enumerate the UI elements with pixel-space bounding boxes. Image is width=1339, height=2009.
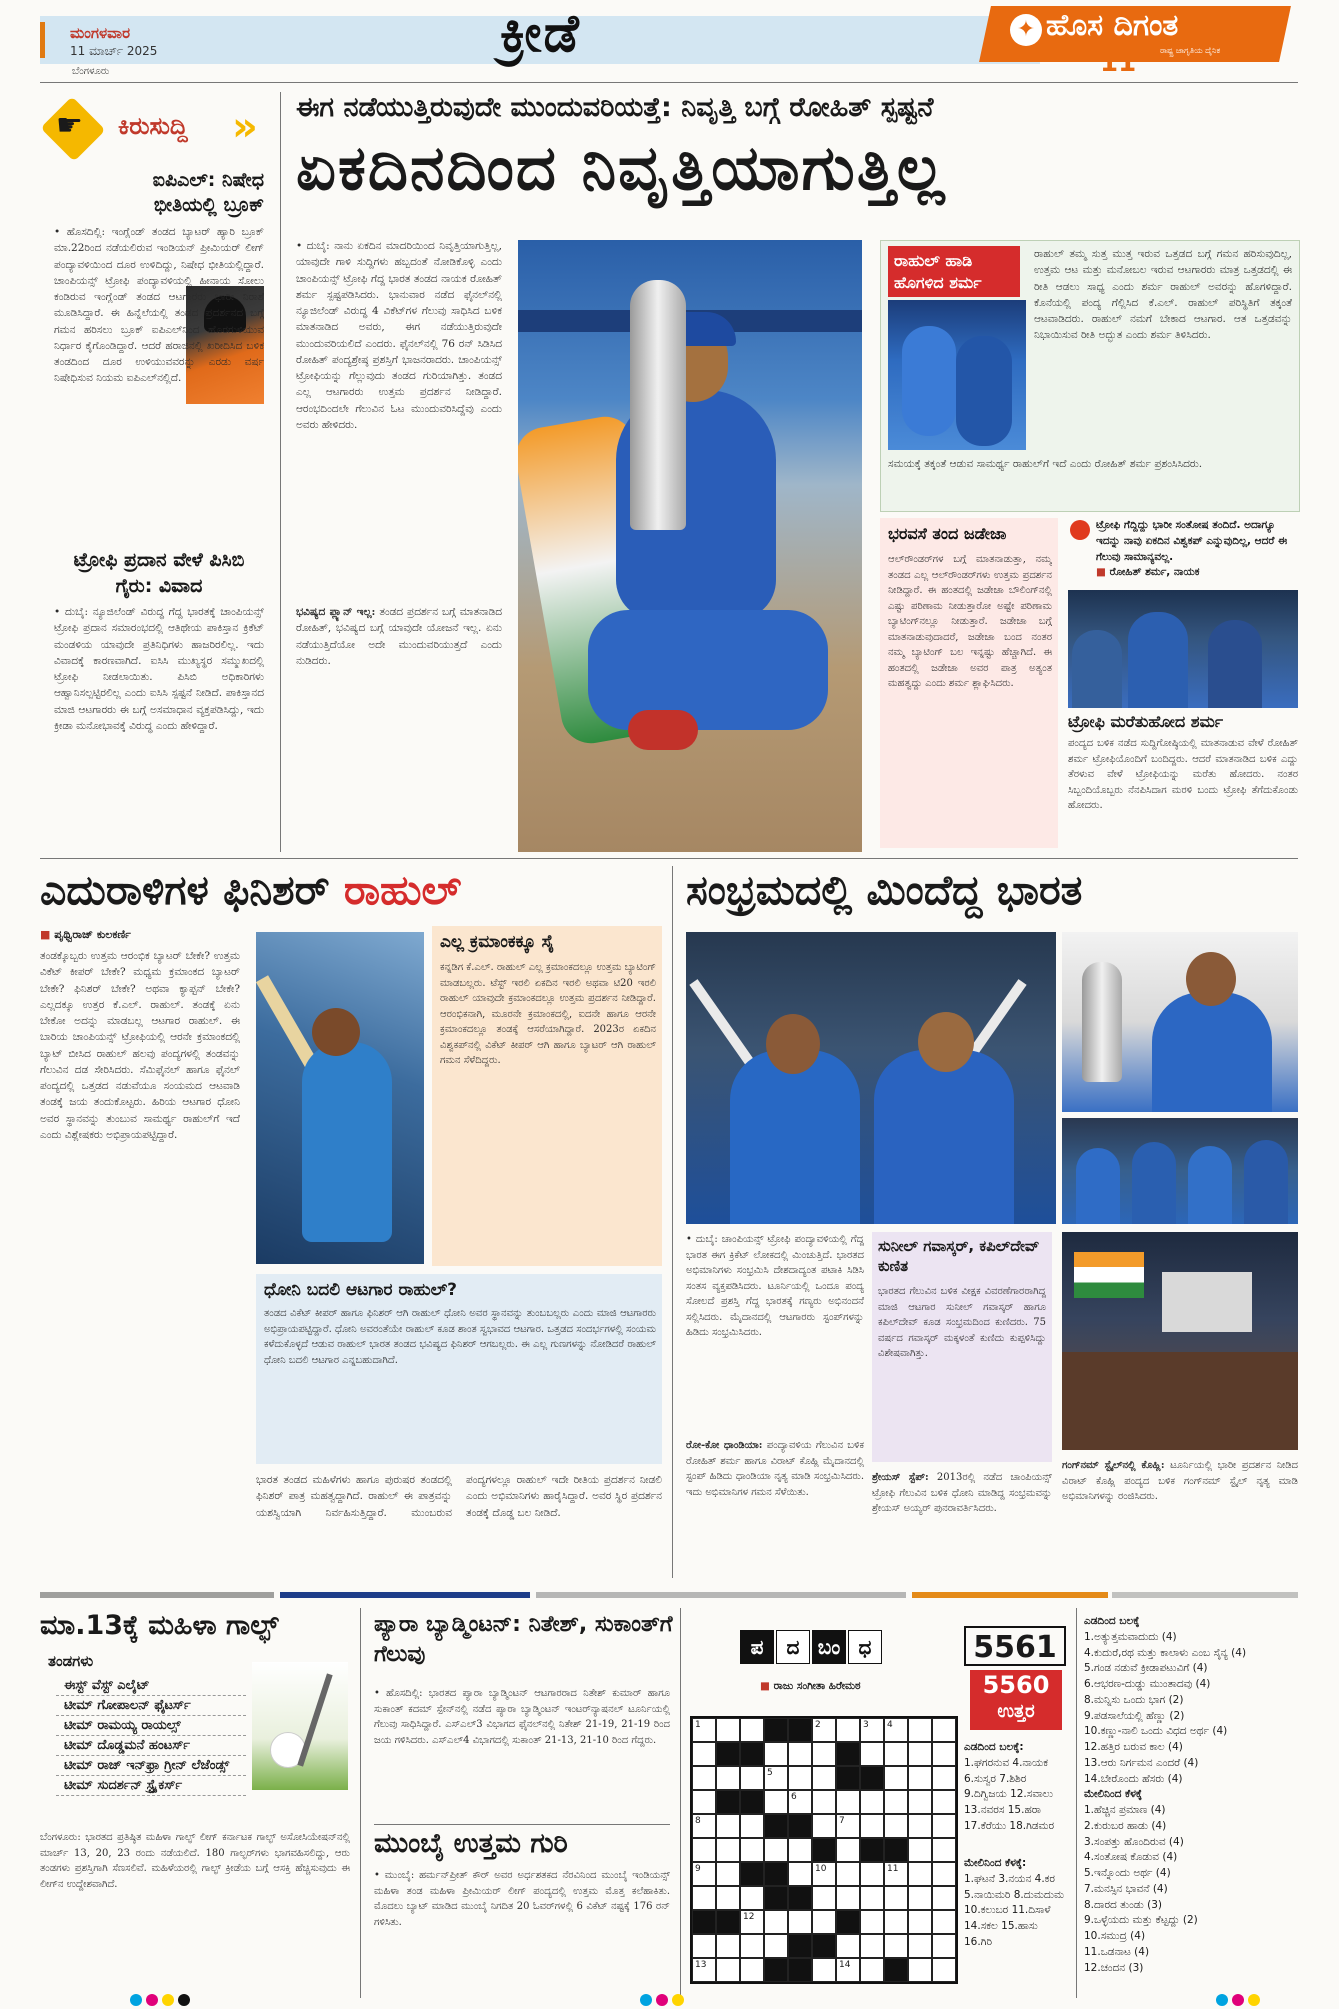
crossword-cell[interactable] <box>812 1766 836 1790</box>
lead-headline: ಏಕದಿನದಿಂದ ನಿವೃತ್ತಿಯಾಗುತ್ತಿಲ್ಲ <box>296 131 947 204</box>
registration-mark-cyan <box>640 1994 652 2006</box>
registration-mark-yellow <box>1248 1994 1260 2006</box>
crossword-cell[interactable]: 6 <box>788 1790 812 1814</box>
rahul-praise-body: ರಾಹುಲ್ ತಮ್ಮ ಸುತ್ತ ಮುತ್ತ ಇರುವ ಒತ್ತಡದ ಬಗ್ಗೆ ಗಮನ ಹರಿಸುವುದಿಲ್ಲ, ಉತ್ತಮ ಆಟ ಮತ್ತು ಮನೋಬಲ ಇರುವ ಆಟಗಾರರು ಮಾತ್ರ ಒತ್ತಡದಲ್ಲಿ ಈ ರೀತಿ ಆಡಲು ಸಾಧ್ಯ ಎಂದು ಶರ್ಮ ರಾಹುಲ್ ಅವರನ್ನು ಹೊಗಳಿದ್ದಾರೆ. ಕೊನೆಯಲ್ಲಿ ಪಂದ್ಯ ಗೆಲ್ಲಿಸಿದ ಕೆ.ಎಲ್. ರಾಹುಲ್ ಪರಿಸ್ಥಿತಿಗೆ ತಕ್ಕಂತೆ ಆಟವಾಡಿದರು. ರಾಹುಲ್ ನಮಗೆ ಬೇಕಾದ ಆಟಗಾರ. ಆತ ಒತ್ತಡವನ್ನು ನಿಭಾಯಿಸುವ ರೀತಿ ಅದ್ಭುತ ಎಂದು ಶರ್ಮ ತಿಳಿಸಿದರು. <box>1034 248 1292 342</box>
rahul-finisher-headline-a: ಎದುರಾಳಿಗಳ ಫಿನಿಶರ್ <box>40 866 344 914</box>
crossword-cell[interactable] <box>932 1958 956 1982</box>
celebration-headline: ಸಂಭ್ರಮದಲ್ಲಿ ಮಿಂದೆದ್ದ ಭಾರತ <box>686 866 1083 914</box>
prev-down-label: ಮೇಲಿನಿಂದ ಕೆಳಕ್ಕೆ: <box>964 1857 1027 1869</box>
crossword-cell[interactable] <box>692 1934 716 1958</box>
crossword-cell[interactable] <box>932 1886 956 1910</box>
crossword-block-cell <box>764 1718 788 1742</box>
golf-teams-label: ತಂಡಗಳು <box>48 1652 94 1670</box>
crossword-cell[interactable] <box>908 1862 932 1886</box>
date-accent-bar <box>40 22 45 58</box>
rahul-finisher-body-cont: ಭಾರತ ತಂಡದ ಮಹಿಳೆಗಳು ಹಾಗೂ ಪುರುಷರ ತಂಡದಲ್ಲಿ ಫಿನಿಶರ್ ಪಾತ್ರ ಮಹತ್ವದ್ದಾಗಿದೆ. ರಾಹುಲ್ ಈ ಪಾತ್ರವನ್ನು ಯಶಸ್ವಿಯಾಗಿ ನಿರ್ವಹಿಸುತ್ತಿದ್ದಾರೆ. ಮುಂಬರುವ ಪಂದ್ಯಗಳಲ್ಲೂ ರಾಹುಲ್ ಇದೇ ರೀತಿಯ ಪ್ರದರ್ಶನ ನೀಡಲಿ ಎಂದು ಅಭಿಮಾನಿಗಳು ಹಾರೈಸಿದ್ದಾರೆ. ಅವರ ಸ್ಥಿರ ಪ್ರದರ್ಶನ ತಂಡಕ್ಕೆ ದೊಡ್ಡ ಬಲ ನೀಡಿದೆ. <box>256 1474 662 1519</box>
clue-item: 3.ಸಂಪತ್ತು ಹೊಂದಿರುವ (4) <box>1084 1835 1184 1848</box>
crossword-cell[interactable] <box>860 1934 884 1958</box>
brook-headline: ಐಪಿಎಲ್: ನಿಷೇಧ ಭೀತಿಯಲ್ಲಿ ಬ್ರೂಕ್ <box>152 169 264 216</box>
crossword-cell[interactable] <box>740 1934 764 1958</box>
crossword-cell[interactable] <box>932 1766 956 1790</box>
crossword-divider <box>680 1608 681 1998</box>
crossword-cell[interactable] <box>836 1790 860 1814</box>
press-figure-3 <box>1072 630 1122 708</box>
crossword-block-cell <box>836 1910 860 1934</box>
crossword-cell[interactable] <box>740 1886 764 1910</box>
rohit-kohli-stumps-photo <box>686 932 1056 1224</box>
roko-body: ಪಂದ್ಯಾವಳಿಯ ಗೆಲುವಿನ ಬಳಿಕ ರೋಹಿತ್ ಶರ್ಮ ಹಾಗೂ ವಿರಾಟ್ ಕೊಹ್ಲಿ ಮೈದಾನದಲ್ಲಿ ಸ್ಟಂಪ್ ಹಿಡಿದು ಧಾಂಡಿಯಾ ನೃತ್ಯ ಮಾಡಿ ಸಂಭ್ರಮಿಸಿದರು. ಇದು ಅಭಿಮಾನಿಗಳ ಗಮನ ಸೆಳೆಯಿತು. <box>686 1440 864 1498</box>
clue-item: 1.ಅತ್ಯುತ್ತಮವಾದುದು (4) <box>1084 1630 1177 1643</box>
crossword-block-cell <box>884 1958 908 1982</box>
jadeja-title: ಭರವಸೆ ತಂದ ಜಡೇಜಾ <box>888 524 1007 543</box>
registration-mark-magenta <box>656 1994 668 2006</box>
crossword-cell[interactable] <box>932 1790 956 1814</box>
gangnam-lead: ಗಂಗ್‌ನಮ್ ಸ್ಟೈಲ್‌ನಲ್ಲಿ ಕೊಹ್ಲಿ: <box>1062 1460 1165 1471</box>
crossword-cell[interactable] <box>716 1886 740 1910</box>
clue-item: 10.ಸಮುದ್ರ (4) <box>1084 1930 1146 1942</box>
golf-body: ಬೆಂಗಳೂರು: ಭಾರತದ ಪ್ರತಿಷ್ಠಿತ ಮಹಿಳಾ ಗಾಲ್ಫ್ ಲೀಗ್ ಕರ್ನಾಟಕ ಗಾಲ್ಫ್ ಅಸೋಸಿಯೇಷನ್‌ನಲ್ಲಿ ಮಾರ್ಚ್ 13, 20, 23 ರಂದು ನಡೆಯಲಿದೆ. 180 ಗಾಲ್ಫರ್‌ಗಳು ಭಾಗವಹಿಸಲಿದ್ದು, ಆರು ತಂಡಗಳು ಪ್ರಶಸ್ತಿಗಾಗಿ ಸೆಣಸಲಿವೆ. ಮಹಿಳೆಯರಲ್ಲಿ ಗಾಲ್ಫ್ ಕ್ರೀಡೆಯ ಬಗ್ಗೆ ಆಸಕ್ತಿ ಹೆಚ್ಚಿಸುವುದು ಈ ಲೀಗ್‌ನ ಉದ್ದೇಶವಾಗಿದೆ. <box>40 1832 350 1890</box>
crossword-number: 5561 <box>964 1626 1066 1666</box>
registration-mark-magenta <box>146 1994 158 2006</box>
roko-lead: ರೋ-ಕೋ ಧಾಂಡಿಯಾ: <box>686 1440 763 1451</box>
crossword-cell[interactable]: 3 <box>860 1718 884 1742</box>
golf-headline: ಮಾ.13ಕ್ಕೆ ಮಹಿಳಾ ಗಾಲ್ಫ್ <box>40 1610 279 1641</box>
crossword-cell[interactable] <box>860 1958 884 1982</box>
clue-item: 8.ಮನ್ನಿಸು ಒಂದು ಭಾಗ (2) <box>1084 1693 1184 1706</box>
crossword-title-letter: ಧ <box>848 1630 882 1664</box>
brand-tagline: ರಾಷ್ಟ್ರ ಜಾಗೃತಿಯ ದೈನಿಕ <box>1160 46 1221 55</box>
brand-name: ಹೊಸ ದಿಗಂತ <box>1046 8 1179 43</box>
crossword-cell[interactable] <box>908 1958 932 1982</box>
badminton-divider <box>374 1824 670 1825</box>
crossword-block-cell <box>764 1886 788 1910</box>
clue-item: 2.ಕುರುಬರ ಹಾಡು (4) <box>1084 1819 1167 1832</box>
quote-text: ಟ್ರೋಫಿ ಗೆದ್ದಿದ್ದು ಭಾರೀ ಸಂತೋಷ ತಂದಿದೆ. ಅದಾಗ್ಯೂ ಇದನ್ನು ನಾವು ಏಕದಿನ ವಿಶ್ವಕಪ್ ಎನ್ನುವುದಿಲ್ಲ, ಆದರೆ ಈ ಗೆಲುವು ಸಾಮಾನ್ಯವಲ್ಲ. <box>1096 519 1288 563</box>
crossword-cell[interactable] <box>884 1814 908 1838</box>
fans-celebration-photo <box>1062 1232 1298 1450</box>
rohit-head <box>918 1012 974 1072</box>
crossword-cell[interactable] <box>860 1862 884 1886</box>
crossword-cell[interactable] <box>908 1838 932 1862</box>
section-colour-band-5 <box>1112 1592 1298 1598</box>
crossword-block-cell <box>764 1814 788 1838</box>
crossword-cell[interactable] <box>932 1910 956 1934</box>
clue-item: 9.ಪಡಸಾಲೆಯಲ್ಲಿ ಹೆಣ್ಣು (2) <box>1084 1709 1185 1722</box>
crossword-cell[interactable] <box>884 1886 908 1910</box>
golf-divider <box>360 1608 361 1998</box>
crossword-block-cell <box>764 1862 788 1886</box>
crossword-cell[interactable] <box>860 1886 884 1910</box>
clue-item: 13.ಆರು ನಿರ್ಗಮನ ಎಂದರೆ (4) <box>1084 1756 1199 1769</box>
section-colour-band-4 <box>912 1592 1108 1598</box>
crossword-cell[interactable] <box>860 1910 884 1934</box>
lead-sub-body: ತಂಡದ ಪ್ರದರ್ಶನ ಬಗ್ಗೆ ಮಾತನಾಡಿದ ರೋಹಿತ್, ಭವಿಷ್ಯದ ಬಗ್ಗೆ ಯಾವುದೇ ಯೋಜನೆ ಇಲ್ಲ. ಏನು ನಡೆಯುತ್ತಿದೆಯೋ ಅದೇ ಮುಂದುವರಿಯುತ್ತದೆ ಎಂದು ನುಡಿದರು. <box>296 606 502 667</box>
clue-item: 5.ಇನ್ನೊಂದು ಅರ್ಥ (4) <box>1084 1867 1171 1879</box>
golf-team-item: ಟೀಮ್ ಗೋಪಾಲನ್ ಫೈಟರ್ಸ್ <box>56 1696 246 1716</box>
crossword-author: ■ ರಾಜು ಸಂಗೀತಾ ಹಿರೇಮಠ <box>760 1680 861 1692</box>
crossword-cell[interactable]: 2 <box>812 1718 836 1742</box>
crossword-cell[interactable]: 14 <box>836 1958 860 1982</box>
quote-attribution-text: ರೋಹಿತ್ ಶರ್ಮ, ನಾಯಕ <box>1109 566 1200 578</box>
crossword-block-cell <box>764 1958 788 1982</box>
rahul-celebration-photo <box>256 932 424 1264</box>
mumbai-headline: ಮುಂಬೈ ಉತ್ತಮ ಗುರಿ <box>374 1828 568 1859</box>
crossword-cell[interactable]: 8 <box>692 1814 716 1838</box>
day-label: ಮಂಗಳವಾರ <box>70 24 131 42</box>
crossword-block-cell <box>860 1838 884 1862</box>
bat-shape <box>256 975 318 1069</box>
crossword-cell[interactable] <box>716 1958 740 1982</box>
team-figure-1 <box>1076 1148 1120 1224</box>
forgot-trophy-title: ಟ್ರೋಫಿ ಮರೆತುಹೋದ ಶರ್ಮ <box>1068 712 1224 731</box>
section-colour-band-2 <box>280 1592 530 1598</box>
crossword-cell[interactable] <box>884 1742 908 1766</box>
badminton-headline: ಪ್ಯಾರಾ ಬ್ಯಾಡ್ಮಿಂಟನ್: ನಿತೇಶ್, ಸುಕಾಂತ್‌ಗೆ ಗೆಲುವು <box>374 1612 673 1667</box>
crossword-block-cell <box>788 1886 812 1910</box>
iyer-figure <box>1152 992 1272 1112</box>
crossword-cell[interactable] <box>692 1838 716 1862</box>
crossword-cell[interactable] <box>908 1790 932 1814</box>
rahul-praise-title: ರಾಹುಲ್ ಹಾಡಿ ಹೊಗಳಿದ ಶರ್ಮ <box>888 246 1020 297</box>
badminton-body: • ಹೊಸದಿಲ್ಲಿ: ಭಾರತದ ಪ್ಯಾರಾ ಬ್ಯಾಡ್ಮಿಂಟನ್ ಆಟಗಾರರಾದ ನಿತೇಶ್ ಕುಮಾರ್ ಹಾಗೂ ಸುಕಾಂತ್ ಕದಮ್ ಸ್ಪೇನ್‌ನಲ್ಲಿ ನಡೆದ ಪ್ಯಾರಾ ಬ್ಯಾಡ್ಮಿಂಟನ್ ಇಂಟರ್‌ನ್ಯಾಷನಲ್ ಟೂರ್ನಿಯಲ್ಲಿ ಗೆಲುವು ಸಾಧಿಸಿದ್ದಾರೆ. ಎಸ್‌ಎಲ್3 ವಿಭಾಗದ ಫೈನಲ್‌ನಲ್ಲಿ ನಿತೇಶ್ 21-19, 21-19 ರಿಂದ ಜಯ ಗಳಿಸಿದರು. ಎಸ್‌ಎಲ್4 ವಿಭಾಗದಲ್ಲಿ ಸುಕಾಂತ್ 21-13, 21-10 ರಿಂದ ಗೆದ್ದರು. <box>374 1688 670 1746</box>
rahul-head <box>312 1008 360 1056</box>
kirusuddi-label: ಕಿರುಸುದ್ದಿ <box>118 112 188 140</box>
fan-crowd <box>1062 1352 1298 1450</box>
team-celebration-photo <box>1062 1118 1298 1224</box>
crossword-cell[interactable] <box>836 1934 860 1958</box>
crossword-cell[interactable] <box>788 1910 812 1934</box>
clue-item: 9.ಒಳ್ಳೆಯದು ಮತ್ತು ಕೆಟ್ಟದ್ದು (2) <box>1084 1914 1198 1927</box>
crossword-cell[interactable] <box>836 1886 860 1910</box>
crossword-cell[interactable] <box>860 1790 884 1814</box>
crossword-cell[interactable] <box>716 1838 740 1862</box>
crossword-cell[interactable] <box>764 1742 788 1766</box>
dhoni-title: ಧೋನಿ ಬದಲಿ ಆಟಗಾರ ರಾಹುಲ್? <box>264 1280 458 1300</box>
shreyas-text: 2013ರಲ್ಲಿ ನಡೆದ ಚಾಂಪಿಯನ್ಸ್ ಟ್ರೋಫಿ ಗೆಲುವಿನ ಬಳಿಕ ಧೋನಿ ಮಾಡಿದ್ದ ಸಂಭ್ರಮವನ್ನು ಶ್ರೇಯಸ್ ಅಯ್ಯರ್ ಪುನರಾವರ್ತಿಸಿದರು. <box>872 1472 1052 1514</box>
crossword-block-cell <box>812 1934 836 1958</box>
crossword-cell[interactable]: 9 <box>692 1862 716 1886</box>
crossword-cell[interactable]: 4 <box>884 1718 908 1742</box>
middle-vertical-divider <box>672 866 673 1578</box>
prev-down-text: 1.ಘಟನೆ 3.ನಯನ 4.ಕರ 5.ನಾಯಿಮರಿ 8.ದುಮದುಮ 10.ಕಲುಬರ 11.ದಿಸಾಳೆ 14.ಸಕಲ 15.ಹಾಸು 16.ಗಿರಿ <box>964 1872 1064 1948</box>
crossword-cell[interactable] <box>908 1814 932 1838</box>
clues-across <box>1084 1614 1298 1976</box>
crossword-cell[interactable] <box>692 1742 716 1766</box>
clues-across-label: ಎಡದಿಂದ ಬಲಕ್ಕೆ <box>1084 1615 1140 1627</box>
registration-mark-yellow <box>162 1994 174 2006</box>
crossword-cell[interactable] <box>788 1766 812 1790</box>
crossword-cell[interactable] <box>932 1814 956 1838</box>
crossword-cell[interactable] <box>884 1934 908 1958</box>
press-figure-2 <box>1208 620 1262 708</box>
brook-body: • ಹೊಸದಿಲ್ಲಿ: ಇಂಗ್ಲೆಂಡ್ ತಂಡದ ಬ್ಯಾಟರ್ ಹ್ಯಾರಿ ಬ್ರೂಕ್ ಮಾ.22ರಿಂದ ನಡೆಯಲಿರುವ ಇಂಡಿಯನ್ ಪ್ರೀಮಿಯರ್ ಲೀಗ್ ಪಂದ್ಯಾವಳಿಯಿಂದ ದೂರ ಉಳಿದಿದ್ದು, ನಿಷೇಧ ಭೀತಿಯಲ್ಲಿದ್ದಾರೆ. ಚಾಂಪಿಯನ್ಸ್ ಟ್ರೋಫಿ ಪಂದ್ಯಾವಳಿಯಲ್ಲಿ ಹೀನಾಯ ಸೋಲು ಕಂಡಿರುವ ಇಂಗ್ಲೆಂಡ್ ತಂಡದ ಆಟಗಾರರು ಭಾರೀ ನಿರಾಶೆ ಮೂಡಿಸಿದ್ದಾರೆ. ಈ ಹಿನ್ನೆಲೆಯಲ್ಲಿ ತಂಡದ ಪ್ರದರ್ಶನದ ಬಗ್ಗೆ ಗಮನ ಹರಿಸಲು ಬ್ರೂಕ್ ಐಪಿಎಲ್‌ನಿಂದ ಹೊರಗುಳಿಯುವ ನಿರ್ಧಾರ ಕೈಗೊಂಡಿದ್ದಾರೆ. ಆದರೆ ಹರಾಜಿನಲ್ಲಿ ಖರೀದಿಸಿದ ಬಳಿಕ ತಂಡದಿಂದ ದೂರ ಉಳಿಯುವವರನ್ನು ಎರಡು ವರ್ಷ ನಿಷೇಧಿಸುವ ನಿಯಮ ಐಪಿಎಲ್‌ನಲ್ಲಿದೆ. <box>54 226 264 385</box>
lead-body-sub <box>296 604 502 844</box>
crossword-cell[interactable] <box>884 1790 908 1814</box>
crossword-cell[interactable] <box>908 1742 932 1766</box>
crossword-prev-box <box>970 1670 1062 1730</box>
forgot-trophy-body: ಪಂದ್ಯದ ಬಳಿಕ ನಡೆದ ಸುದ್ದಿಗೋಷ್ಠಿಯಲ್ಲಿ ಮಾತನಾಡುವ ವೇಳೆ ರೋಹಿತ್ ಶರ್ಮ ಟ್ರೋಫಿಯೊಂದಿಗೆ ಬಂದಿದ್ದರು. ಆದರೆ ಮಾತನಾಡಿದ ಬಳಿಕ ಎದ್ದು ತೆರಳುವ ವೇಳೆ ಟ್ರೋಫಿಯನ್ನು ಮರೆತು ಹೋದರು. ನಂತರ ಸಿಬ್ಬಂದಿಯೊಬ್ಬರು ನೆನಪಿಸಿದಾಗ ಮರಳಿ ಬಂದು ಟ್ರೋಫಿ ತೆಗೆದುಕೊಂಡು ಹೋದರು. <box>1068 738 1298 811</box>
city-label: ಬೆಂಗಳೂರು <box>72 66 110 77</box>
masthead <box>0 0 1339 78</box>
crossword-cell[interactable] <box>908 1766 932 1790</box>
masthead-divider <box>40 82 1298 83</box>
crossword-cell[interactable] <box>764 1934 788 1958</box>
registration-mark-magenta <box>1232 1994 1244 2006</box>
pcb-headline: ಟ್ರೋಫಿ ಪ್ರದಾನ ವೇಳೆ ಪಿಸಿಬಿ ಗೈರು: ವಿವಾದ <box>73 549 245 597</box>
team-figure-3 <box>1188 1146 1232 1224</box>
crossword-block-cell <box>788 1934 812 1958</box>
rahul-praise-body-cont: ಸಮಯಕ್ಕೆ ತಕ್ಕಂತೆ ಆಡುವ ಸಾಮರ್ಥ್ಯ ರಾಹುಲ್‌ಗೆ ಇದೆ ಎಂದು ರೋಹಿತ್ ಶರ್ಮ ಪ್ರಶಂಸಿಸಿದರು. <box>888 458 1203 470</box>
crossword-cell[interactable] <box>908 1934 932 1958</box>
prev-down <box>964 1856 1068 1986</box>
crossword-cell[interactable] <box>908 1886 932 1910</box>
section-title: ಕ್ರೀಡೆ <box>500 4 581 64</box>
crossword-cell[interactable] <box>692 1886 716 1910</box>
crossword-cell[interactable] <box>932 1742 956 1766</box>
crossword-cell[interactable] <box>812 1910 836 1934</box>
crossword-block-cell <box>884 1838 908 1862</box>
prev-across-label: ಎಡದಿಂದ ಬಲಕ್ಕೆ: <box>964 1741 1024 1753</box>
crossword-cell[interactable] <box>932 1934 956 1958</box>
shreyas-body <box>872 1470 1052 1574</box>
crossword-cell[interactable] <box>908 1718 932 1742</box>
crossword-block-cell <box>860 1766 884 1790</box>
golf-team-item: ಈಸ್ಟ್ ವೆಸ್ಟ್ ಎಲೈಟ್ <box>56 1676 246 1696</box>
clues-divider <box>1076 1608 1077 1998</box>
crossword-grid <box>690 1716 958 1984</box>
golf-ball-photo <box>252 1662 348 1790</box>
brand-lamp-icon: ✦ <box>1010 14 1042 46</box>
all-positions-body: ಕನ್ನಡಿಗ ಕೆ.ಎಲ್. ರಾಹುಲ್ ಎಲ್ಲ ಕ್ರಮಾಂಕದಲ್ಲೂ ಉತ್ತಮ ಬ್ಯಾಟಿಂಗ್ ಮಾಡಬಲ್ಲರು. ಟೆಸ್ಟ್ ಇರಲಿ ಏಕದಿನ ಇರಲಿ ಅಥವಾ ಟಿ20 ಇರಲಿ ರಾಹುಲ್ ಯಾವುದೇ ಕ್ರಮಾಂಕದಲ್ಲೂ ಉತ್ತಮ ಪ್ರದರ್ಶನ ನೀಡಿದ್ದಾರೆ. ಆರಂಭಿಕನಾಗಿ, ಮೂರನೇ ಕ್ರಮಾಂಕದಲ್ಲಿ, ಐದನೇ ಹಾಗೂ ಆರನೇ ಕ್ರಮಾಂಕದಲ್ಲೂ ತಂಡಕ್ಕೆ ಆಸರೆಯಾಗಿದ್ದಾರೆ. 2023ರ ಏಕದಿನ ವಿಶ್ವಕಪ್‌ನಲ್ಲಿ ವಿಕೆಟ್ ಕೀಪರ್ ಆಗಿ ಹಾಗೂ ಬ್ಯಾಟರ್ ಆಗಿ ರಾಹುಲ್ ಗಮನ ಸೆಳೆದಿದ್ದರು. <box>440 962 656 1066</box>
crossword-title-letter: ಪ <box>740 1630 774 1664</box>
crossword-block-cell <box>716 1790 740 1814</box>
crossword-block-cell <box>740 1790 764 1814</box>
crossword-cell[interactable] <box>788 1838 812 1862</box>
crossword-author-text: ರಾಜು ಸಂಗೀತಾ ಹಿರೇಮಠ <box>773 1680 861 1692</box>
page-number: 11 <box>1100 48 1137 78</box>
crossword-cell[interactable] <box>692 1790 716 1814</box>
crossword-cell[interactable] <box>716 1718 740 1742</box>
top-section-divider <box>40 858 1298 859</box>
crossword-cell[interactable] <box>860 1814 884 1838</box>
iyer-head <box>1186 952 1236 1006</box>
crossword-block-cell <box>740 1742 764 1766</box>
rahul-finisher-headline-b: ರಾಹುಲ್ <box>343 866 462 914</box>
lead-body: • ದುಬೈ: ನಾನು ಏಕದಿನ ಮಾದರಿಯಿಂದ ನಿವೃತ್ತಿಯಾಗುತ್ತಿಲ್ಲ, ಯಾವುದೇ ಗಾಳಿ ಸುದ್ದಿಗಳು ಹಬ್ಬದಂತೆ ನೋಡಿಕೊಳ್ಳಿ ಎಂದು ಚಾಂಪಿಯನ್ಸ್ ಟ್ರೋಫಿ ಗೆದ್ದ ಭಾರತ ತಂಡದ ನಾಯಕ ರೋಹಿತ್ ಶರ್ಮ ಸ್ಪಷ್ಟಪಡಿಸಿದರು. ಭಾನುವಾರ ನಡೆದ ಫೈನಲ್‌ನಲ್ಲಿ ನ್ಯೂಜಿಲೆಂಡ್ ವಿರುದ್ಧ 4 ವಿಕೆಟ್‌ಗಳ ಗೆಲುವು ಸಾಧಿಸಿದ ಬಳಿಕ ಮಾತನಾಡಿದ ಅವರು, ಈಗ ನಡೆಯುತ್ತಿರುವುದೇ ಮುಂದುವರಿಯಲಿದೆ ಎಂದರು. ಫೈನಲ್‌ನಲ್ಲಿ 76 ರನ್ ಸಿಡಿಸಿದ ರೋಹಿತ್ ಪಂದ್ಯಶ್ರೇಷ್ಠ ಪ್ರಶಸ್ತಿಗೆ ಭಾಜನರಾದರು. ಚಾಂಪಿಯನ್ಸ್ ಟ್ರೋಫಿಯನ್ನು ಗೆಲ್ಲುವುದು ತಂಡದ ಗುರಿಯಾಗಿತ್ತು. ತಂಡದ ಎಲ್ಲ ಆಟಗಾರರು ಉತ್ತಮ ಪ್ರದರ್ಶನ ನೀಡಿದ್ದಾರೆ. ಆರಂಭದಿಂದಲೇ ಗೆಲುವಿನ ಓಟ ಮುಂದುವರಿಸಿದ್ದೆವು ಎಂದು ಅವರು ಹೇಳಿದರು. <box>296 240 502 431</box>
golf-team-item: ಟೀಮ್ ರಾಮಯ್ಯ ರಾಯಲ್ಸ್ <box>56 1716 246 1736</box>
crossword-cell[interactable] <box>740 1814 764 1838</box>
crossword-cell[interactable]: 5 <box>764 1766 788 1790</box>
crossword-cell[interactable] <box>836 1718 860 1742</box>
jadeja-body: ಆಲ್‌ರೌಂಡರ್‌ಗಳ ಬಗ್ಗೆ ಮಾತನಾಡುತ್ತಾ, ನಮ್ಮ ತಂಡದ ಎಲ್ಲ ಆಲ್‌ರೌಂಡರ್‌ಗಳು ಉತ್ತಮ ಪ್ರದರ್ಶನ ನೀಡಿದ್ದಾರೆ. ಈ ಹಂತದಲ್ಲಿ ಜಡೇಜಾ ಬೌಲಿಂಗ್‌ನಲ್ಲಿ ಎಷ್ಟು ಪರಿಣಾಮ ನೀಡುತ್ತಾರೋ ಅಷ್ಟೇ ಪರಿಣಾಮ ಬ್ಯಾಟಿಂಗ್‌ನಲ್ಲೂ ನೀಡುತ್ತಾರೆ. ಜಡೇಜಾ ಬಗ್ಗೆ ಮಾತನಾಡುವುದಾದರೆ, ಜಡೇಜಾ ಬಂದ ನಂತರ ನಮ್ಮ ಬ್ಯಾಟಿಂಗ್ ಬಲ ಇನ್ನಷ್ಟು ಹೆಚ್ಚಾಗಿದೆ. ಈ ಹಂತದಲ್ಲಿ ಜಡೇಜಾ ಅವರ ಪಾತ್ರ ಅತ್ಯಂತ ಮಹತ್ವದ್ದು ಎಂದು ಶರ್ಮ ಶ್ಲಾಘಿಸಿದರು. <box>888 554 1052 689</box>
crossword-block-cell <box>788 1958 812 1982</box>
pointing-hand-icon: ☛ <box>56 108 83 143</box>
team-figure-4 <box>1244 1140 1288 1224</box>
rohit-trophy-photo <box>518 240 862 852</box>
gangnam-body <box>1062 1458 1298 1574</box>
clue-item: 5.ಗಂಡ ನಡುವೆ ಕ್ರೀಡಾಪಟುವಿಗೆ (4) <box>1084 1662 1208 1675</box>
quote-attribution: ■ ರೋಹಿತ್ ಶರ್ಮ, ನಾಯಕ <box>1096 566 1200 578</box>
crossword-cell[interactable] <box>812 1886 836 1910</box>
registration-mark-cyan <box>130 1994 142 2006</box>
crossword-cell[interactable] <box>812 1742 836 1766</box>
quote-icon <box>1070 520 1090 540</box>
crossword-cell[interactable] <box>812 1958 836 1982</box>
iyer-trophy-shape <box>1082 962 1122 1082</box>
clue-item: 7.ಮನಸ್ಸಿನ ಭಾವನೆ (4) <box>1084 1882 1168 1895</box>
clue-item: 11.ಒಡನಾಟ (4) <box>1084 1945 1150 1958</box>
crossword-cell[interactable]: 10 <box>812 1862 836 1886</box>
crossword-cell[interactable] <box>716 1934 740 1958</box>
crossword-cell[interactable] <box>932 1862 956 1886</box>
gavaskar-body: ಭಾರತದ ಗೆಲುವಿನ ಬಳಿಕ ವೀಕ್ಷಕ ವಿವರಣೆಗಾರರಾಗಿದ್ದ ಮಾಜಿ ಆಟಗಾರ ಸುನೀಲ್ ಗವಾಸ್ಕರ್ ಹಾಗೂ ಕಪಿಲ್‌ದೇವ್ ಕೂಡ ಸಂಭ್ರಮದಿಂದ ಕುಣಿದರು. 75 ವರ್ಷದ ಗವಾಸ್ಕರ್ ಮಕ್ಕಳಂತೆ ಕುಣಿದು ಕುಪ್ಪಳಿಸಿದ್ದು ವಿಶೇಷವಾಗಿತ್ತು. <box>878 1286 1046 1359</box>
date-label: 11 ಮಾರ್ಚ್ 2025 <box>70 44 158 58</box>
pcb-body: • ದುಬೈ: ನ್ಯೂಜಿಲೆಂಡ್ ವಿರುದ್ಧ ಗೆದ್ದ ಭಾರತಕ್ಕೆ ಚಾಂಪಿಯನ್ಸ್ ಟ್ರೋಫಿ ಪ್ರದಾನ ಸಮಾರಂಭದಲ್ಲಿ ಆತಿಥೇಯ ಪಾಕಿಸ್ತಾನ ಕ್ರಿಕೆಟ್ ಮಂಡಳಿಯ ಯಾವುದೇ ಪ್ರತಿನಿಧಿಗಳು ಹಾಜರಿರಲಿಲ್ಲ. ಇದು ವಿವಾದಕ್ಕೆ ಕಾರಣವಾಗಿದೆ. ಐಸಿಸಿ ಮುಖ್ಯಸ್ಥರ ಸಮ್ಮುಖದಲ್ಲಿ ಟ್ರೋಫಿ ನೀಡಲಾಯಿತು. ಪಿಸಿಬಿ ಅಧಿಕಾರಿಗಳು ಆಹ್ವಾನಿಸಲ್ಪಟ್ಟಿರಲಿಲ್ಲ ಎಂದು ಐಸಿಸಿ ಸ್ಪಷ್ಟನೆ ನೀಡಿದೆ. ಪಾಕಿಸ್ತಾನದ ಮಾಜಿ ಆಟಗಾರರು ಈ ಬಗ್ಗೆ ಅಸಮಾಧಾನ ವ್ಯಕ್ತಪಡಿಸಿದ್ದು, ಇದು ಕ್ರೀಡಾ ಮನೋಭಾವಕ್ಕೆ ವಿರುದ್ಧ ಎಂದು ಹೇಳಿದ್ದಾರೆ. <box>54 606 264 732</box>
prev-across <box>964 1740 1068 1850</box>
clue-item: 10.ಕಣ್ಣು-ನಾಲಿ ಒಂದು ವಿಧದ ಅರ್ಥ (4) <box>1084 1725 1228 1738</box>
registration-mark-yellow <box>672 1994 684 2006</box>
gavaskar-title: ಸುನೀಲ್ ಗವಾಸ್ಕರ್, ಕಪಿಲ್‌ದೇವ್ ಕುಣಿತ <box>878 1237 1040 1276</box>
clue-item: 1.ಹೆಚ್ಚಿನ ಪ್ರಮಾಣ (4) <box>1084 1804 1166 1816</box>
registration-mark-cyan <box>1216 1994 1228 2006</box>
section-colour-band-1 <box>40 1592 274 1598</box>
clues-down-label: ಮೇಲಿನಿಂದ ಕೆಳಕ್ಕೆ <box>1084 1788 1143 1801</box>
player-shoe <box>628 710 698 750</box>
team-figure-2 <box>1132 1142 1176 1224</box>
crossword-prev-label: ಉತ್ತರ <box>997 1701 1035 1722</box>
crossword-cell[interactable]: 11 <box>884 1862 908 1886</box>
crossword-cell[interactable]: 7 <box>836 1814 860 1838</box>
crossword-title-letter: ದ <box>776 1630 810 1664</box>
golf-team-item: ಟೀಮ್ ದೊಡ್ಡಮನೆ ಹಂಟರ್ಸ್ <box>56 1736 246 1756</box>
golf-team-item: ಟೀಮ್ ಸುದರ್ಶನ್ ಸ್ಟ್ರೈಕರ್ಸ್ <box>56 1776 246 1796</box>
crossword-cell[interactable] <box>788 1742 812 1766</box>
crossword-cell[interactable] <box>764 1790 788 1814</box>
player-legs <box>588 610 828 730</box>
clue-item: 4.ಸಂತೋಷ ಕೊಡುವ (4) <box>1084 1851 1178 1864</box>
crossword-cell[interactable] <box>860 1742 884 1766</box>
rahul-finisher-body: ತಂಡಕ್ಕೊಬ್ಬರು ಉತ್ತಮ ಆರಂಭಿಕ ಬ್ಯಾಟರ್ ಬೇಕೇ? ಉತ್ತಮ ವಿಕೆಟ್ ಕೀಪರ್ ಬೇಕೇ? ಮಧ್ಯಮ ಕ್ರಮಾಂಕದ ಬ್ಯಾಟರ್ ಬೇಕೇ? ಫಿನಿಶರ್ ಬೇಕೇ? ಅಥವಾ ಕ್ಯಾಪ್ಟನ್ ಬೇಕೇ? ಎಲ್ಲದಕ್ಕೂ ಉತ್ತರ ಕೆ.ಎಲ್. ರಾಹುಲ್. ತಂಡಕ್ಕೆ ಏನು ಬೇಕೋ ಅದನ್ನು ಮಾಡಬಲ್ಲ ಆಟಗಾರ ರಾಹುಲ್. ಈ ಬಾರಿಯ ಚಾಂಪಿಯನ್ಸ್ ಟ್ರೋಫಿಯಲ್ಲಿ ಆರನೇ ಕ್ರಮಾಂಕದಲ್ಲಿ ಬ್ಯಾಟ್ ಬೀಸಿದ ರಾಹುಲ್ ಹಲವು ಪಂದ್ಯಗಳಲ್ಲಿ ತಂಡವನ್ನು ಗೆಲುವಿನ ದಡ ಸೇರಿಸಿದರು. ಸೆಮಿಫೈನಲ್ ಹಾಗೂ ಫೈನಲ್ ಪಂದ್ಯದಲ್ಲಿ ಒತ್ತಡದ ನಡುವೆಯೂ ಸಂಯಮದ ಆಟವಾಡಿ ತಂಡಕ್ಕೆ ಜಯ ತಂದುಕೊಟ್ಟರು. ಹಿರಿಯ ಆಟಗಾರ ಧೋನಿ ಅವರ ಸ್ಥಾನವನ್ನು ತುಂಬುವ ಸಾಮರ್ಥ್ಯ ರಾಹುಲ್‌ಗೆ ಇದೆ ಎಂದು ವಿಶ್ಲೇಷಕರು ಅಭಿಪ್ರಾಯಪಟ್ಟಿದ್ದಾರೆ. <box>40 950 240 1141</box>
clue-item: 14.ಬೇರೊಂದು ಹೆಸರು (4) <box>1084 1772 1183 1785</box>
crossword-cell[interactable] <box>788 1862 812 1886</box>
crossword-cell[interactable] <box>716 1814 740 1838</box>
crossword-cell[interactable]: 1 <box>692 1718 716 1742</box>
section-colour-band-3 <box>536 1592 906 1598</box>
crossword-cell[interactable] <box>932 1718 956 1742</box>
rahul-hug-photo <box>888 300 1026 450</box>
mumbai-body: • ಮುಂಬೈ: ಹರ್ಮನ್‌ಪ್ರೀತ್ ಕೌರ್ ಅವರ ಅರ್ಧಶತಕದ ನೆರವಿನಿಂದ ಮುಂಬೈ ಇಂಡಿಯನ್ಸ್ ಮಹಿಳಾ ತಂಡ ಮಹಿಳಾ ಪ್ರೀಮಿಯರ್ ಲೀಗ್ ಪಂದ್ಯದಲ್ಲಿ ಉತ್ತಮ ಮೊತ್ತ ಕಲೆಹಾಕಿತು. ಮೊದಲು ಬ್ಯಾಟ್ ಮಾಡಿದ ಮುಂಬೈ ನಿಗದಿತ 20 ಓವರ್‌ಗಳಲ್ಲಿ 6 ವಿಕೆಟ್ ನಷ್ಟಕ್ಕೆ 176 ರನ್ ಗಳಿಸಿತು. <box>374 1870 670 1928</box>
clue-item: 12.ಹತ್ತಿರ ಬರುವ ಕಾಲ (4) <box>1084 1741 1183 1753</box>
celebration-body2 <box>686 1438 864 1574</box>
crossword-block-cell <box>788 1718 812 1742</box>
crossword-block-cell <box>836 1766 860 1790</box>
crossword-block-cell <box>788 1814 812 1838</box>
crossword-cell[interactable] <box>908 1910 932 1934</box>
crossword-block-cell <box>836 1742 860 1766</box>
crossword-cell[interactable] <box>836 1862 860 1886</box>
crossword-title-letter: ಬಂ <box>812 1630 846 1664</box>
player-two-shape <box>956 336 1012 446</box>
crossword-block-cell <box>812 1838 836 1862</box>
crossword-cell[interactable]: 13 <box>692 1958 716 1982</box>
clue-item: 12.ಚಂದನ (3) <box>1084 1961 1144 1974</box>
clue-item: 8.ದಾರದ ತುಂಡು (3) <box>1084 1898 1162 1911</box>
crossword-cell[interactable] <box>812 1790 836 1814</box>
crossword-cell[interactable] <box>740 1766 764 1790</box>
dhoni-body: ತಂಡದ ವಿಕೆಟ್ ಕೀಪರ್ ಹಾಗೂ ಫಿನಿಶರ್ ಆಗಿ ರಾಹುಲ್ ಧೋನಿ ಅವರ ಸ್ಥಾನವನ್ನು ತುಂಬಬಲ್ಲರು ಎಂದು ಮಾಜಿ ಆಟಗಾರರು ಅಭಿಪ್ರಾಯಪಟ್ಟಿದ್ದಾರೆ. ಧೋನಿ ಅವರಂತೆಯೇ ರಾಹುಲ್ ಕೂಡ ಶಾಂತ ಸ್ವಭಾವದ ಆಟಗಾರ. ಒತ್ತಡದ ಸಂದರ್ಭಗಳಲ್ಲಿ ಸಂಯಮ ಕಳೆದುಕೊಳ್ಳದೆ ಆಡುವ ರಾಹುಲ್ ಭಾರತ ತಂಡದ ಭವಿಷ್ಯದ ಫಿನಿಶರ್ ಆಗಬಲ್ಲರು. ಈ ಎಲ್ಲ ಗುಣಗಳನ್ನು ನೋಡಿದರೆ ರಾಹುಲ್ ಧೋನಿ ಬದಲಿ ಆಟಗಾರ ಎನ್ನಬಹುದಾಗಿದೆ. <box>264 1308 656 1366</box>
crossword-block-cell <box>740 1862 764 1886</box>
registration-mark-black <box>178 1994 190 2006</box>
gangnam-text: ಟೂರ್ನಿಯಲ್ಲಿ ಭಾರೀ ಪ್ರದರ್ಶನ ನೀಡಿದ ವಿರಾಟ್ ಕೊಹ್ಲಿ ಪಂದ್ಯದ ಬಳಿಕ ಗಂಗ್‌ನಮ್ ಸ್ಟೈಲ್ ನೃತ್ಯ ಮಾಡಿ ಅಭಿಮಾನಿಗಳನ್ನು ರಂಜಿಸಿದರು. <box>1062 1460 1298 1502</box>
byline-text: ಪೃಥ್ವಿರಾಜ್ ಕುಲಕರ್ಣಿ <box>54 928 131 941</box>
crossword-cell[interactable] <box>692 1766 716 1790</box>
player-one-shape <box>902 326 956 436</box>
crossword-prev-number: 5560 <box>982 1671 1050 1699</box>
crossword-cell[interactable] <box>740 1958 764 1982</box>
left-column-divider <box>280 92 281 852</box>
crossword-cell[interactable] <box>932 1838 956 1862</box>
crossword-cell[interactable] <box>884 1910 908 1934</box>
crossword-block-cell <box>716 1742 740 1766</box>
iyer-trophy-photo <box>1062 932 1298 1112</box>
golf-team-item: ಟೀಮ್ ರಾಜ್ ಇನ್‌ಫ್ರಾ ಗ್ರೀನ್ ಲೆಜೆಂಡ್ಸ್ <box>56 1756 246 1776</box>
lead-sub-title: ಭವಿಷ್ಯದ ಪ್ಲ್ಯಾನ್ ಇಲ್ಲ: <box>296 606 376 618</box>
fan-board <box>1162 1272 1252 1332</box>
prev-across-text: 1.ಘಗರನುವ 4.ನಾಯಕ 6.ಸುಸ್ವರ 7.ಶಿಶಿರ 9.ದಿಗ್ವಿಜಯ 12.ಸವಾಲು 13.ನವರಸ 15.ಹರಾ 17.ಕೆರೆಯು 18.ಗಿಡಮರ <box>964 1756 1055 1832</box>
rahul-figure <box>302 1042 392 1242</box>
press-figure-1 <box>1128 612 1188 708</box>
clue-item: 4.ಕುದುರೆ,ರಥ ಮತ್ತು ಕಾಲಾಳು ಎಂಬ ಸೈನ್ಯ (4) <box>1084 1646 1247 1659</box>
clue-item: 6.ಆಭರಣ-ದುಡ್ಡು ಮುಂತಾದವು (4) <box>1084 1678 1211 1690</box>
crossword-block-cell <box>716 1910 740 1934</box>
crossword-cell[interactable] <box>764 1910 788 1934</box>
lead-kicker: ಈಗ ನಡೆಯುತ್ತಿರುವುದೇ ಮುಂದುವರಿಯತ್ತೆ: ನಿವೃತ್ತಿ ಬಗ್ಗೆ ರೋಹಿತ್ ಸ್ಪಷ್ಟನೆ <box>296 92 934 123</box>
kohli-figure <box>730 1050 860 1224</box>
crossword-cell[interactable] <box>740 1718 764 1742</box>
rahul-finisher-byline: ■ ಪೃಥ್ವಿರಾಜ್ ಕುಲಕರ್ಣಿ <box>40 928 131 941</box>
golf-club-shape <box>297 1673 332 1766</box>
celebration-body: • ದುಬೈ: ಚಾಂಪಿಯನ್ಸ್ ಟ್ರೋಫಿ ಪಂದ್ಯಾವಳಿಯಲ್ಲಿ ಗೆದ್ದ ಭಾರತ ಈಗ ಕ್ರಿಕೆಟ್ ಲೋಕದಲ್ಲಿ ಮಿಂಚುತ್ತಿದೆ. ಭಾರತದ ಅಭಿಮಾನಿಗಳು ಸಂಭ್ರಮಿಸಿ ದೇಶದಾದ್ಯಂತ ಪಟಾಕಿ ಸಿಡಿಸಿ ಸಂತಸ ವ್ಯಕ್ತಪಡಿಸಿದರು. ಟೂರ್ನಿಯಲ್ಲಿ ಒಂದೂ ಪಂದ್ಯ ಸೋಲದೆ ಪ್ರಶಸ್ತಿ ಗೆದ್ದ ಭಾರತಕ್ಕೆ ಗಣ್ಯರು ಅಭಿನಂದನೆ ಸಲ್ಲಿಸಿದರು. ಮೈದಾನದಲ್ಲಿ ಆಟಗಾರರು ಸ್ಟಂಪ್‌ಗಳನ್ನು ಹಿಡಿದು ಸಂಭ್ರಮಿಸಿದರು. <box>686 1234 864 1338</box>
crossword-cell[interactable] <box>836 1838 860 1862</box>
crossword-cell[interactable] <box>716 1766 740 1790</box>
chevron-right-icon: » <box>232 104 258 150</box>
kohli-head <box>766 1014 820 1074</box>
rahul-finisher-headline <box>40 866 680 915</box>
golf-teams-list <box>56 1676 246 1796</box>
rohit-press-photo <box>1068 590 1298 708</box>
all-positions-title: ಎಲ್ಲ ಕ್ರಮಾಂಕಕ್ಕೂ ಸೈ <box>440 932 555 952</box>
fan-flag <box>1074 1252 1144 1298</box>
crossword-cell[interactable] <box>884 1766 908 1790</box>
trophy-shape <box>630 280 686 530</box>
shreyas-lead: ಶ್ರೇಯಸ್ ಸ್ಟೆಪ್: <box>872 1472 929 1483</box>
rohit-figure <box>874 1050 1014 1224</box>
crossword-block-cell <box>692 1910 716 1934</box>
crossword-cell[interactable] <box>740 1838 764 1862</box>
crossword-cell[interactable] <box>716 1862 740 1886</box>
crossword-title <box>740 1630 882 1664</box>
crossword-cell[interactable] <box>764 1838 788 1862</box>
crossword-cell[interactable]: 12 <box>740 1910 764 1934</box>
crossword-cell[interactable] <box>812 1814 836 1838</box>
